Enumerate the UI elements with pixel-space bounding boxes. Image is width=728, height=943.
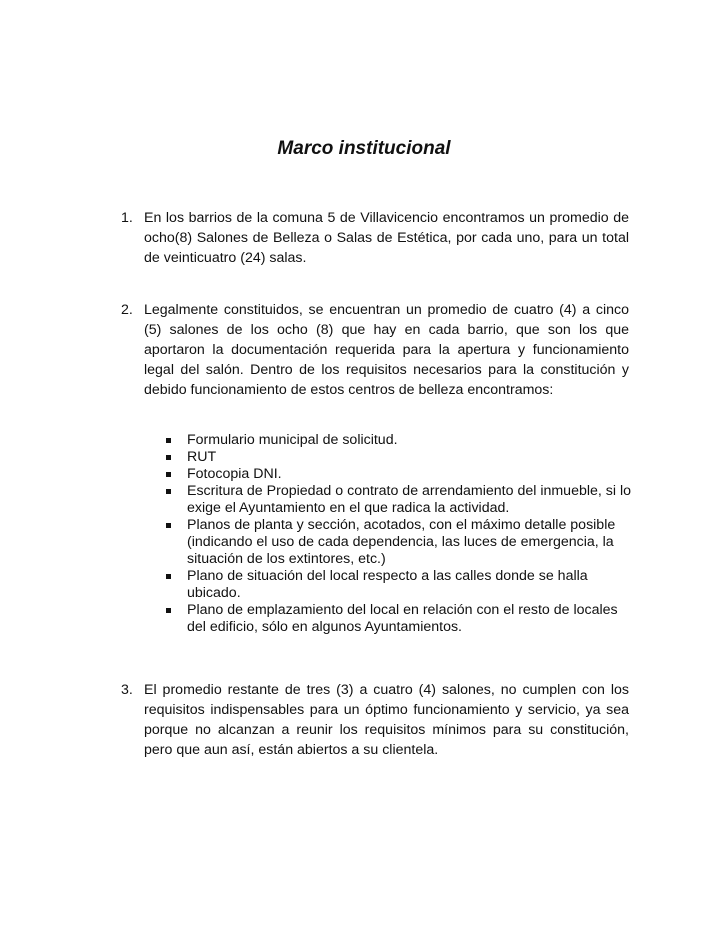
list-item-text: RUT (187, 449, 217, 465)
list-item (160, 432, 640, 449)
list-item (160, 602, 640, 636)
list-item-text: Escritura de Propiedad o contrato de arrendamiento del inmueble, si lo exige el Ayuntamiento en el que radica la actividad. (187, 483, 632, 516)
list-item-text: Plano de situación del local respecto a las calles donde se halla ubicado. (187, 568, 588, 601)
numbered-paragraph-1 (121, 208, 629, 268)
paragraph-text: Legalmente constituidos, se encuentran un promedio de cuatro (4) a cinco (5) salones de los ocho (8) que hay en cada barrio, que son los que aportaron la documentación requerida para la apertura y funcionamiento legal del salón. Dentro de los requisitos necesarios para la constitución y debido funcionamiento de estos centros de belleza encontramos: (144, 302, 629, 398)
list-item-text: Fotocopia DNI. (187, 466, 282, 482)
list-item-text: Plano de emplazamiento del local en relación con el resto de locales del edificio, sólo en algunos Ayuntamientos. (187, 602, 618, 635)
list-item-text: Planos de planta y sección, acotados, con el máximo detalle posible (indicando el uso de cada dependencia, las luces de emergencia, la situación de los extintores, etc.) (187, 517, 616, 567)
list-item (160, 568, 640, 602)
square-bullet-icon (166, 472, 171, 477)
list-item-text: Formulario municipal de solicitud. (187, 432, 398, 448)
list-item (160, 449, 640, 466)
list-item (160, 483, 640, 517)
square-bullet-icon (166, 608, 171, 613)
list-item (160, 466, 640, 483)
square-bullet-icon (166, 574, 171, 579)
requirements-list (160, 432, 640, 636)
paragraph-text: En los barrios de la comuna 5 de Villavicencio encontramos un promedio de ocho(8) Salones de Belleza o Salas de Estética, por cada uno, para un total de veinticuatro (24) salas. (144, 210, 629, 266)
square-bullet-icon (166, 438, 171, 443)
numbered-paragraph-3 (121, 680, 629, 760)
page-title: Marco institucional (277, 138, 451, 159)
list-item (160, 517, 640, 568)
square-bullet-icon (166, 489, 171, 494)
item-number: 3. (121, 682, 133, 698)
item-number: 2. (121, 302, 133, 318)
square-bullet-icon (166, 523, 171, 528)
numbered-paragraph-2 (121, 300, 629, 400)
square-bullet-icon (166, 455, 171, 460)
paragraph-text: El promedio restante de tres (3) a cuatro (4) salones, no cumplen con los requisitos indispensables para un óptimo funcionamiento y servicio, ya sea porque no alcanzan a reunir los requisitos mínimos para su constitución, pero que aun así, están abiertos a su clientela. (144, 682, 629, 758)
item-number: 1. (121, 210, 133, 226)
